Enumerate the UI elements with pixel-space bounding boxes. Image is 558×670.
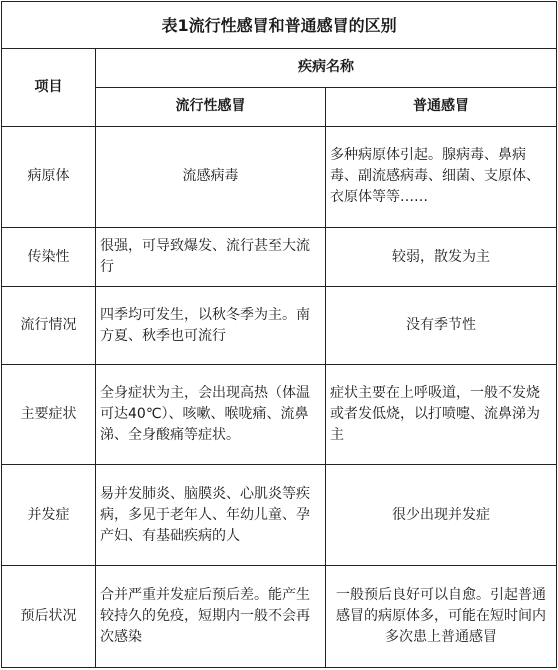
cold-cell: 没有季节性 <box>326 287 557 365</box>
cold-cell: 较弱，散发为主 <box>326 228 557 287</box>
row-label: 预后状况 <box>2 565 96 667</box>
row-label: 病原体 <box>2 126 96 227</box>
table-row <box>2 126 557 227</box>
table-row <box>2 465 557 565</box>
row-label: 并发症 <box>2 465 96 565</box>
cold-cell: 多种病原体引起。腺病毒、鼻病毒、副流感病毒、细菌、支原体、衣原体等等…… <box>326 126 557 227</box>
flu-cell: 四季均可发生，以秋冬季为主。南方夏、秋季也可流行 <box>96 287 326 365</box>
row-label: 传染性 <box>2 228 96 287</box>
header-common-cold: 普通感冒 <box>326 87 557 126</box>
cold-cell: 症状主要在上呼吸道，一般不发烧或者发低烧，以打喷嚏、流鼻涕为主 <box>326 365 557 465</box>
row-label: 主要症状 <box>2 365 96 465</box>
flu-cell: 全身症状为主，会出现高热（体温可达40℃）、咳嗽、喉咙痛、流鼻涕、全身酸痛等症状。 <box>96 365 326 465</box>
flu-cell: 易并发肺炎、脑膜炎、心肌炎等疾病，多见于老年人、年幼儿童、孕产妇、有基础疾病的人 <box>96 465 326 565</box>
table-row <box>2 228 557 287</box>
table-row <box>2 287 557 365</box>
header-item: 项目 <box>2 49 96 127</box>
table-row <box>2 365 557 465</box>
header-disease-name: 疾病名称 <box>96 49 557 88</box>
table-title: 表1流行性感冒和普通感冒的区别 <box>2 2 557 49</box>
row-label: 流行情况 <box>2 287 96 365</box>
header-flu: 流行性感冒 <box>96 87 326 126</box>
table-row <box>2 565 557 667</box>
comparison-table <box>1 1 557 668</box>
cold-cell: 很少出现并发症 <box>326 465 557 565</box>
flu-cell: 合并严重并发症后预后差。能产生较持久的免疫，短期内一般不会再次感染 <box>96 565 326 667</box>
flu-cell: 很强，可导致爆发、流行甚至大流行 <box>96 228 326 287</box>
cold-cell: 一般预后良好可以自愈。引起普通感冒的病原体多，可能在短时间内多次患上普通感冒 <box>326 565 557 667</box>
flu-cell: 流感病毒 <box>96 126 326 227</box>
